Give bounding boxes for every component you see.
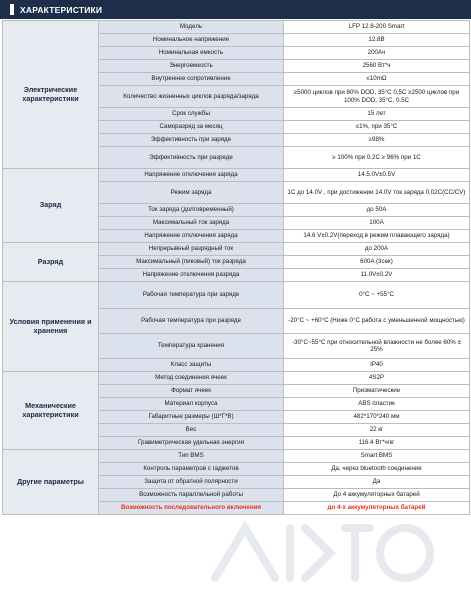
category-cell: Условия применения и хранения — [3, 282, 99, 372]
param-value: 0°C ~ +55°C — [284, 282, 470, 309]
param-label: Метод соединения ячеек — [99, 372, 284, 385]
param-value: 12.8В — [284, 34, 470, 47]
param-value: 116.4 Вт*ч/кг — [284, 437, 470, 450]
param-value: ≥98% — [284, 134, 470, 147]
param-value: 4S2P — [284, 372, 470, 385]
param-label: Срок службы — [99, 108, 284, 121]
category-cell: Заряд — [3, 169, 99, 243]
section-header — [0, 0, 471, 19]
param-label: Возможность последовательного включения — [99, 502, 284, 515]
param-label: Габаритные размеры (Ш*Г*В) — [99, 411, 284, 424]
param-label: Возможность параллельной работы — [99, 489, 284, 502]
param-value: Призматические — [284, 385, 470, 398]
param-value: До 4 аккумуляторных батарей — [284, 489, 470, 502]
param-value: до 50A — [284, 204, 470, 217]
param-value: 15 лет — [284, 108, 470, 121]
param-value: 14.6 V±0.2V(переход в режим плавающего заряда) — [284, 230, 470, 243]
watermark-logo — [205, 508, 445, 598]
param-value: 482*170*240 мм — [284, 411, 470, 424]
param-label: Контроль параметров с гаджетов — [99, 463, 284, 476]
param-value: ≥5000 циклов при 80% DOD, 35°C 0.5C ≥2500 циклов при 100% DOD, 35°C, 0.5C — [284, 86, 470, 108]
param-label: Саморазряд за месяц — [99, 121, 284, 134]
param-value: ≤10mΩ — [284, 73, 470, 86]
param-label: Рабочая температура при разряде — [99, 309, 284, 334]
param-value: 2560 Вт*ч — [284, 60, 470, 73]
param-value: -30°C~55°C при относительной влажности не более 60% ± 25% — [284, 334, 470, 359]
section-title: ХАРАКТЕРИСТИКИ — [20, 4, 103, 15]
param-label: Модель — [99, 21, 284, 34]
spec-row — [3, 282, 470, 309]
param-label: Тип BMS — [99, 450, 284, 463]
param-label: Напряжение отключения разряда — [99, 269, 284, 282]
param-value: 22 кг — [284, 424, 470, 437]
spec-table — [2, 20, 470, 515]
param-label: Номинальное напряжение — [99, 34, 284, 47]
spec-row — [3, 169, 470, 182]
spec-row — [3, 372, 470, 385]
param-label: Гравиметрическая удельная энергия — [99, 437, 284, 450]
param-label: Вес — [99, 424, 284, 437]
spec-row — [3, 21, 470, 34]
header-marker — [10, 4, 14, 15]
category-cell: Механические характеристики — [3, 372, 99, 450]
param-label: Формат ячеек — [99, 385, 284, 398]
param-value: LFP 12.8-200 Smart — [284, 21, 470, 34]
param-value: до 4-х аккумуляторных батарей — [284, 502, 470, 515]
param-label: Количество жизненных циклов разряда/заряда — [99, 86, 284, 108]
param-value: Да, через bluetooth соединение — [284, 463, 470, 476]
param-value: ≥ 100% при 0.2C ≥ 96% при 1C — [284, 147, 470, 169]
param-label: Максимальный (пиковый) ток разряда — [99, 256, 284, 269]
param-value: 11.0V±0.2V — [284, 269, 470, 282]
param-label: Напряжение отключения заряда — [99, 169, 284, 182]
param-value: 600A (3сек) — [284, 256, 470, 269]
category-cell: Разряд — [3, 243, 99, 282]
param-label: Режим заряда — [99, 182, 284, 204]
param-value: 1C до 14.0V , при достижении 14.0V ток заряда 0.02C(CC/CV) — [284, 182, 470, 204]
param-label: Внутреннее сопротивление — [99, 73, 284, 86]
category-cell: Электрические характеристики — [3, 21, 99, 169]
param-value: ABS пластик — [284, 398, 470, 411]
param-value: 100A — [284, 217, 470, 230]
param-value: Smart BMS — [284, 450, 470, 463]
param-label: Температура хранения — [99, 334, 284, 359]
param-label: Защита от обратной полярности — [99, 476, 284, 489]
param-value: -20°C ~ +60°C (Ниже 0°C работа с уменьшенной мощностью) — [284, 309, 470, 334]
param-value: ≤1%, при 35°C — [284, 121, 470, 134]
category-cell: Другие параметры — [3, 450, 99, 515]
param-value: Да — [284, 476, 470, 489]
param-value: 200Ач — [284, 47, 470, 60]
spec-row — [3, 450, 470, 463]
param-label: Напряжение отключения заряда — [99, 230, 284, 243]
param-label: Непрерывный разрядный ток — [99, 243, 284, 256]
param-label: Рабочая температура при заряде — [99, 282, 284, 309]
param-label: Эффективность при разряде — [99, 147, 284, 169]
param-label: Максимальный ток заряда — [99, 217, 284, 230]
param-label: Эффективность при заряде — [99, 134, 284, 147]
param-label: Материал корпуса — [99, 398, 284, 411]
param-value: до 200A — [284, 243, 470, 256]
param-value: 14.5.0V±0.5V — [284, 169, 470, 182]
param-label: Класс защиты — [99, 359, 284, 372]
param-label: Энергоемкость — [99, 60, 284, 73]
spec-row — [3, 243, 470, 256]
param-value: IP40 — [284, 359, 470, 372]
param-label: Ток заряда (долговременный) — [99, 204, 284, 217]
param-label: Номинальная емкость — [99, 47, 284, 60]
